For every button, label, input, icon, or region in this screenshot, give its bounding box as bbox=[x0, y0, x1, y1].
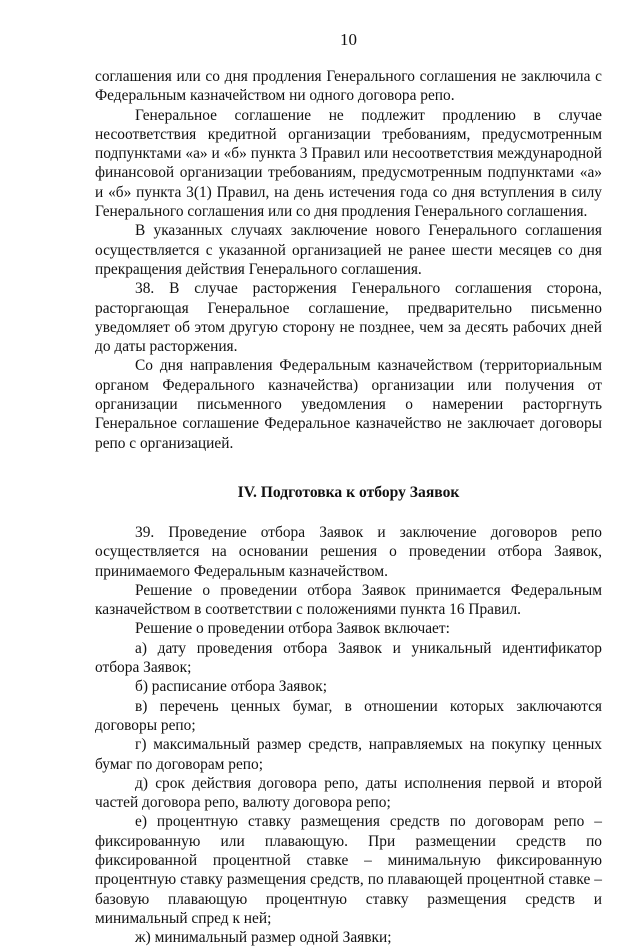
list-item-zh: ж) минимальный размер одной Заявки; bbox=[135, 929, 392, 947]
document-body bbox=[95, 67, 602, 947]
paragraph-clause-38: 38. В случае расторжения Генерального соглашения сторона, расторгающая Генеральное соглашение, предварительно письменно уведомляет об этом другую сторону не позднее, чем за десять рабочих дней до даты расторжения. bbox=[95, 280, 602, 356]
page-number: 10 bbox=[340, 30, 357, 49]
list-item-e: е) процентную ставку размещения средств по договорам репо – фиксированную или плавающую. При размещении средств по фиксированной процентной ставке – минимальную фиксированную процентную ставку размещения средств, по плавающей процентной ставке – базовую плавающую процентную ставку размещения средств и минимальный спред к ней; bbox=[95, 813, 602, 927]
paragraph-new-agreement: В указанных случаях заключение нового Генерального соглашения осуществляется с указанной организацией не ранее шести месяцев со дня прекращения действия Генерального соглашения. bbox=[95, 222, 602, 278]
document-page bbox=[95, 0, 602, 947]
list-item-g: г) максимальный размер средств, направляемых на покупку ценных бумаг по договорам репо; bbox=[95, 736, 602, 773]
paragraph-no-extension: Генеральное соглашение не подлежит продлению в случае несоответствия кредитной организации требованиям, предусмотренным подпунктами «а» и «б» пункта 3 Правил или несоответствия международной финансовой организации требованиям, предусмотренным подпунктами «а» и «б» пункта 3(1) Правил, на день истечения года со дня вступления в силу Генерального соглашения или со дня продления Генерального соглашения. bbox=[95, 106, 602, 221]
paragraph-clause-39: 39. Проведение отбора Заявок и заключение договоров репо осуществляется на основании решения о проведении отбора Заявок, принимаемого Федеральным казначейством. bbox=[95, 523, 602, 580]
list-item-a: а) дату проведения отбора Заявок и уникальный идентификатор отбора Заявок; bbox=[95, 639, 602, 677]
section-heading: IV. Подготовка к отбору Заявок bbox=[237, 483, 460, 501]
paragraph-termination-notice: Со дня направления Федеральным казначейством (территориальным органом Федерального казначейства) организации или получения от организации письменного уведомления о намерении расторгнуть Генеральное соглашение Федеральное казначейство не заключает договоры репо с организацией. bbox=[95, 357, 602, 452]
paragraph-decision-adopted: Решение о проведении отбора Заявок принимается Федеральным казначейством в соответствии с положениями пункта 16 Правил. bbox=[95, 581, 602, 619]
list-item-v: в) перечень ценных бумаг, в отношении которых заключаются договоры репо; bbox=[95, 697, 602, 734]
paragraph-continuation: соглашения или со дня продления Генерального соглашения не заключила с Федеральным казначейством ни одного договора репо. bbox=[95, 68, 602, 105]
list-item-d: д) срок действия договора репо, даты исполнения первой и второй частей договора репо, валюту договора репо; bbox=[95, 774, 602, 812]
list-item-b: б) расписание отбора Заявок; bbox=[135, 678, 327, 696]
paragraph-decision-includes: Решение о проведении отбора Заявок включает: bbox=[135, 620, 450, 638]
